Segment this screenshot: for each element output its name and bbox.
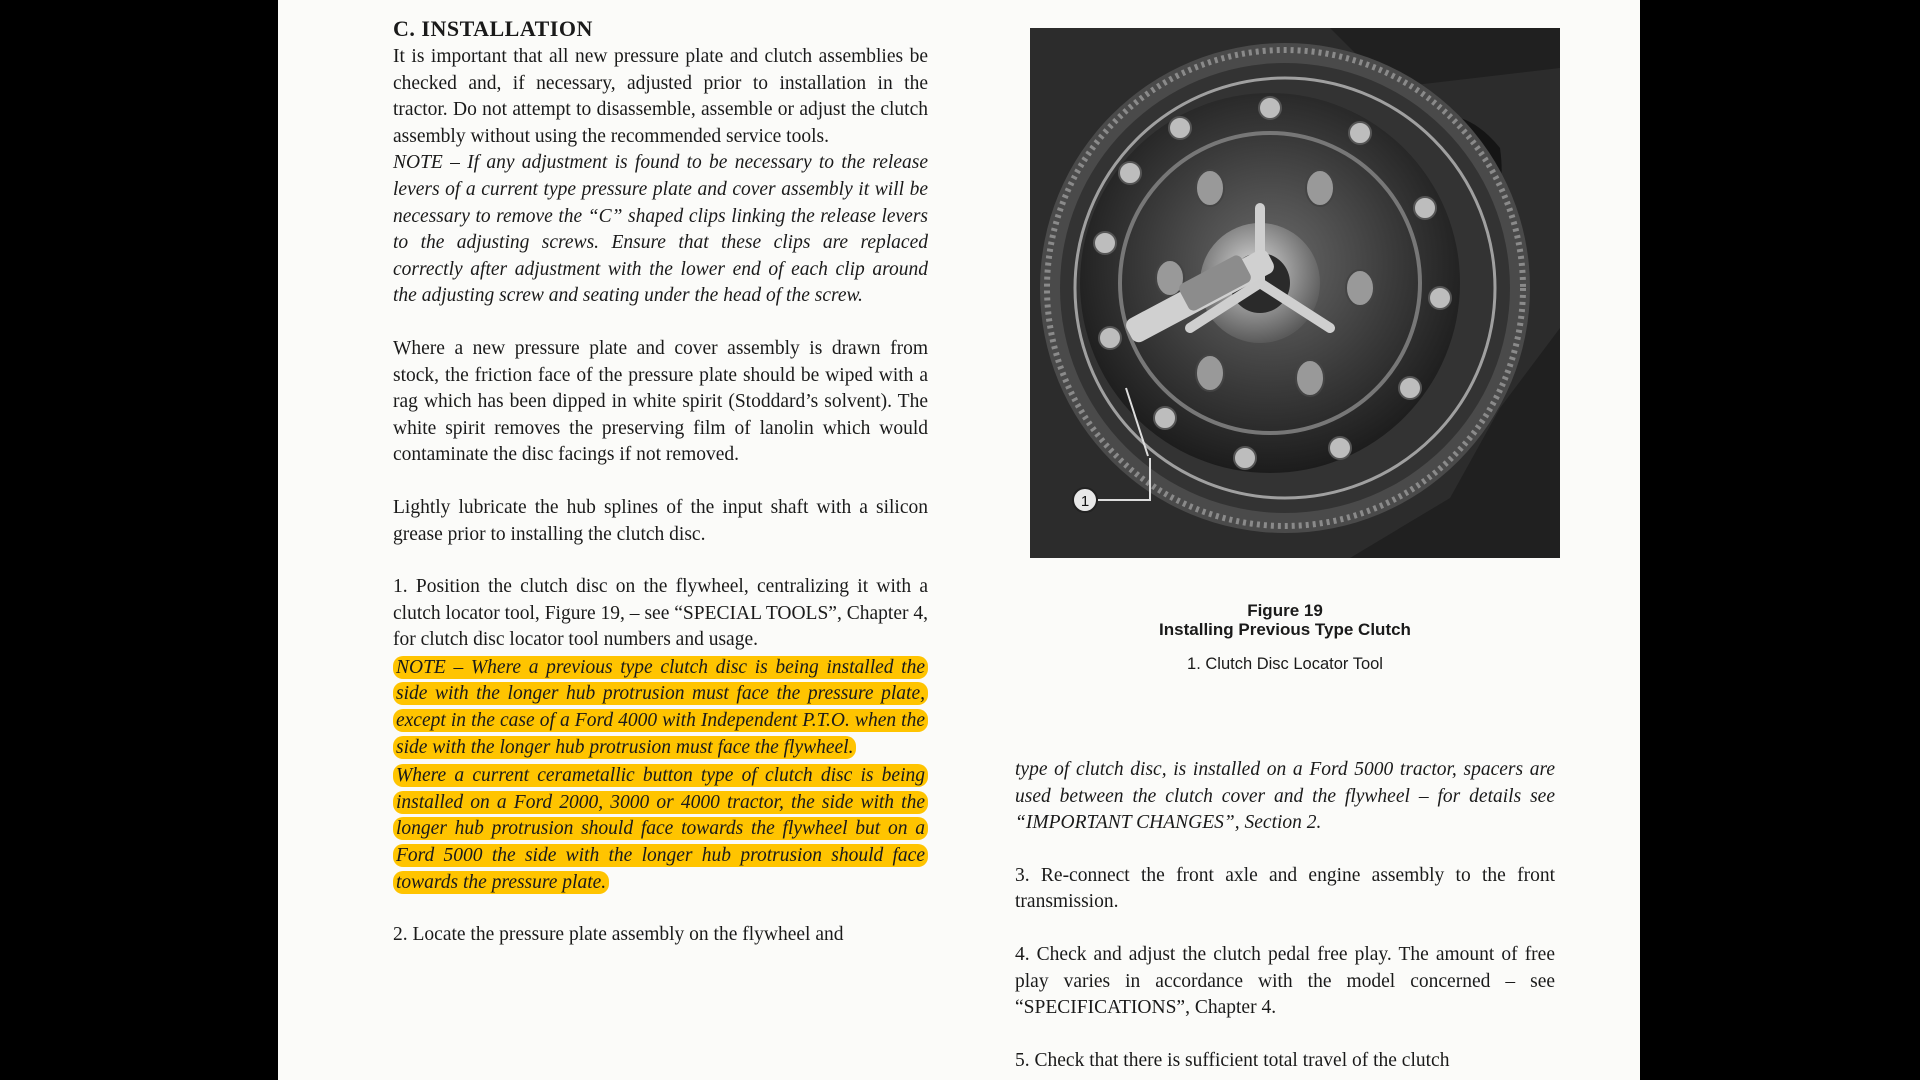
callout-number: 1: [1080, 493, 1090, 510]
intro-paragraph: It is important that all new pressure plate and clutch assemblies be checked and, if necessary, adjusted prior to installation in the tractor. Do not attempt to disassemble, assemble or adjust the clutch assembly without using the recommended service tools.: [393, 46, 928, 147]
step-4: 4. Check and adjust the clutch pedal free play. The amount of free play varies in accordance with the model concerned – see “SPECIFICATIONS”, Chapter 4.: [1015, 943, 1555, 1019]
step-3: 3. Re-connect the front axle and engine assembly to the front transmission.: [1015, 864, 1555, 913]
right-column: [1015, 0, 1555, 1080]
document-page: [278, 0, 1640, 1080]
highlighted-note-previous-disc: NOTE – Where a previous type clutch disc is being installed the side with the longer hub protrusion must face the pressure plate, except in the case of a Ford 4000 with Independent P.T.O. when the side with the longer hub protrusion must face the flywheel.: [393, 656, 928, 759]
figure-number: Figure 19: [1247, 601, 1323, 620]
clutch-assembly-illustration: [1030, 28, 1560, 558]
step-1: 1. Position the clutch disc on the flywheel, centralizing it with a clutch locator tool, Figure 19, – see “SPECIAL TOOLS”, Chapter 4, for clutch disc locator tool numbers and usage.: [393, 576, 928, 651]
figure-legend-item: 1. Clutch Disc Locator Tool: [1187, 655, 1383, 673]
clutch-photo: [1030, 28, 1560, 558]
section-heading: C. INSTALLATION: [393, 16, 593, 41]
right-column-text: [1015, 757, 1555, 1074]
note-adjustment: NOTE – If any adjustment is found to be necessary to the release levers of a current type pressure plate and cover assembly it will be necessary to remove the “C” shaped clips linking the release levers to the adjusting screws. Ensure that these clips are replaced correctly after adjustment with the lower end of each clip around the adjusting screw and seating under the head of the screw.: [393, 152, 928, 307]
figure-title: Installing Previous Type Clutch: [1159, 620, 1411, 639]
lubricate-paragraph: Lightly lubricate the hub splines of the input shaft with a silicon grease prior to installing the clutch disc.: [393, 496, 928, 545]
figure-caption: [1015, 602, 1555, 674]
continued-note: type of clutch disc, is installed on a Ford 5000 tractor, spacers are used between the clutch cover and the flywheel – for details see “IMPORTANT CHANGES”, Section 2.: [1015, 759, 1555, 834]
pressure-plate-paragraph: Where a new pressure plate and cover assembly is drawn from stock, the friction face of the pressure plate should be wiped with a rag which has been dipped in white spirit (Stoddard’s solvent). The white spirit removes the preserving film of lanolin which would contaminate the disc facings if not removed.: [393, 337, 928, 466]
step-5: 5. Check that there is sufficient total travel of the clutch: [1015, 1049, 1450, 1071]
highlighted-notes: [393, 655, 928, 896]
left-column: [393, 12, 928, 949]
step-2: 2. Locate the pressure plate assembly on the flywheel and: [393, 924, 844, 946]
highlighted-note-cerametallic-disc: Where a current cerametallic button type of clutch disc is being installed on a Ford 2000, 3000 or 4000 tractor, the side with the longer hub protrusion should face towards the flywheel but on a Ford 5000 the side with the longer hub protrusion should face towards the pressure plate.: [393, 764, 928, 893]
